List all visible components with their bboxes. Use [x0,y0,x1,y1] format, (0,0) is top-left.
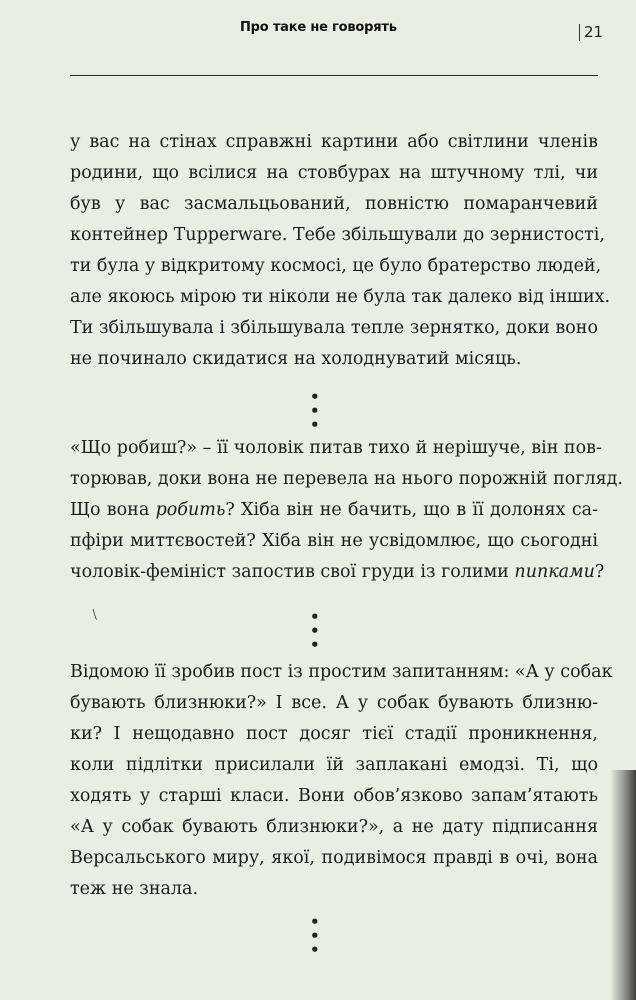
text-line: Ти збільшувала і збільшувала тепле зернятко, доки воно [70,318,598,338]
text-segment: ? [594,562,605,582]
emphasis-word: робить [155,500,226,520]
page-edge-shadow [610,770,636,1000]
text-line: торював, доки вона не перевела на нього порожній погляд. [70,469,623,489]
section-break-3: • • • [310,913,326,959]
text-line: бувають близнюки?» І все. А у собак бувають близню- [70,693,598,713]
running-head-title: Про таке не говорять [240,20,397,35]
text-line: ходять у старші класи. Вони обов’язково запам’ятають [70,786,598,806]
text-line: Версальського миру, якої, подивімося правді в очі, вона [70,848,598,868]
emphasis-word: пипками [514,562,595,582]
text-line: Відомою її зробив пост із простим запитанням: «А у собак [70,662,613,682]
text-segment: ? Хіба він не бачить, що в її долонях са- [225,500,598,520]
paragraph-3 [70,657,613,905]
text-line: теж не знала. [70,879,199,899]
page-number: 21 [579,24,603,41]
text-segment: Що вона [70,500,156,520]
text-line: але якоюсь мірою ти ніколи не була так далеко від інших. [70,287,611,307]
text-line-with-emphasis [70,495,598,526]
text-segment: чоловік-фемініст запостив свої груди із голими [70,562,515,582]
text-line: контейнер Tupperware. Тебе збільшували до зернистості, [70,225,605,245]
paragraph-1 [70,127,611,375]
text-line: був у вас засмальцьований, повністю помаранчевий [70,194,598,214]
stray-pencil-mark [92,608,100,621]
text-line: ти була у відкритому космосі, це було братерство людей, [70,256,602,276]
text-line: «Що робиш?» – її чоловік питав тихо й нерішуче, він пов- [70,438,602,458]
text-line: коли підлітки присилали їй заплакані емодзі. Ті, що [70,755,598,775]
text-line-with-emphasis [70,557,605,588]
section-break-1: • • • [310,388,326,434]
text-line: ки? І нещодавно пост досяг тієї стадії проникнення, [70,724,598,744]
text-line: не починало скидатися на холоднуватий місяць. [70,349,522,369]
text-line: «А у собак бувають близнюки?», а не дату підписання [70,817,598,837]
text-line: у вас на стінах справжні картини або світлини членів [70,132,598,152]
text-line: пфіри миттєвостей? Хіба він не усвідомлює, що сьогодні [70,531,598,551]
paragraph-2 [70,433,623,588]
header-rule [70,75,598,76]
running-head [0,0,636,80]
section-break-2: • • • [310,608,326,654]
text-line: родини, що всілися на стовбурах на штучному тлі, чи [70,163,598,183]
